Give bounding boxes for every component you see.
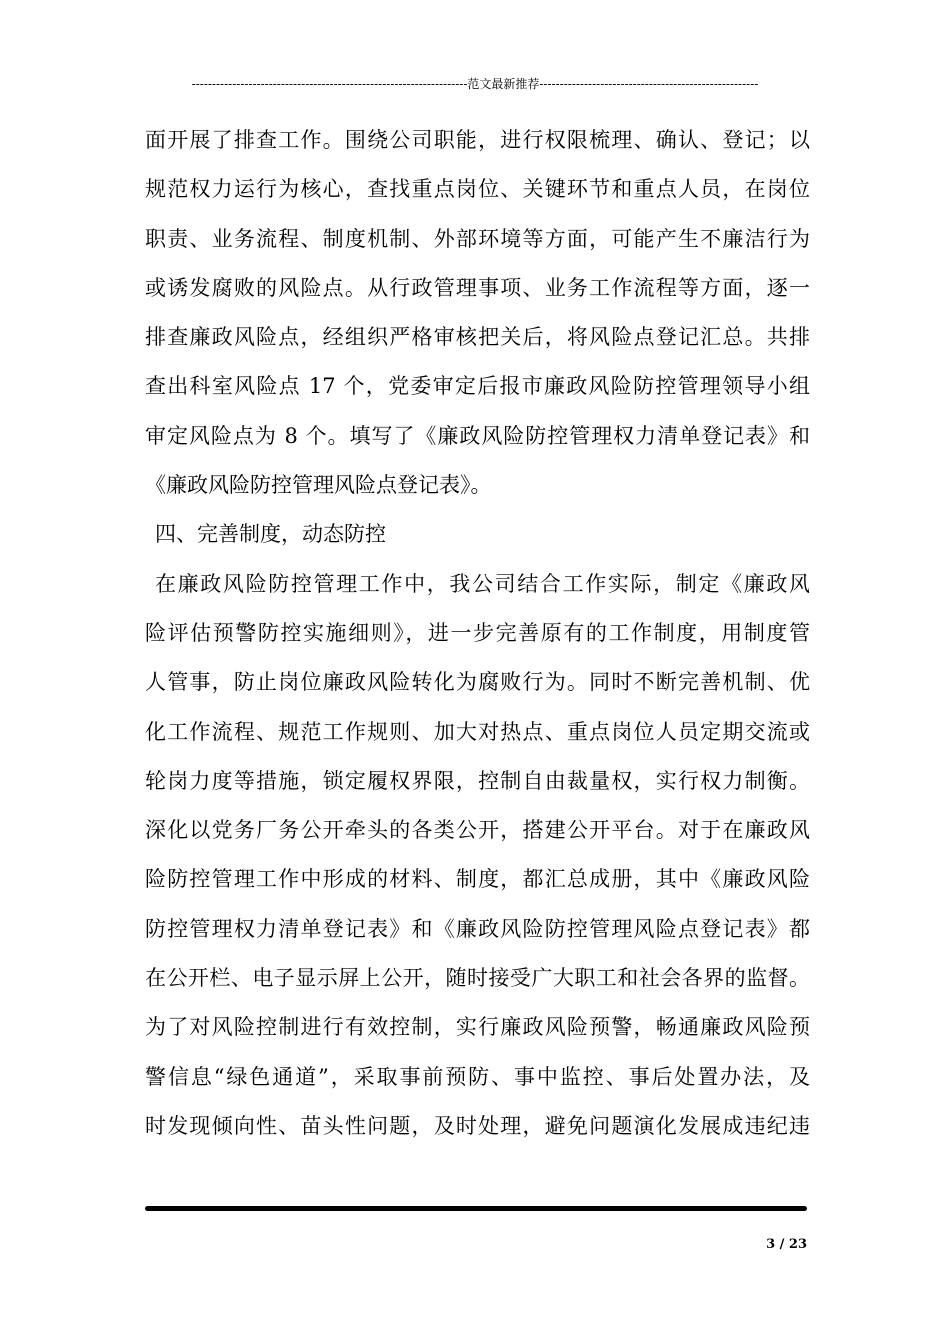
footer-divider [145, 1206, 807, 1211]
document-body [145, 116, 810, 1151]
text-line: 在廉政风险防控管理工作中，我公司结合工作实际，制定《廉政风 [155, 571, 810, 596]
text-line: 轮岗力度等措施，锁定履权界限，控制自由裁量权，实行权力制衡。 [145, 768, 810, 793]
text-line: 或诱发腐败的风险点。从行政管理事项、业务工作流程等方面，逐一 [145, 275, 810, 300]
text-line: 为了对风险控制进行有效控制，实行廉政风险预警，畅通廉政风险预 [145, 1015, 810, 1040]
text-line: 时发现倾向性、苗头性问题，及时处理，避免问题演化发展成违纪违 [145, 1113, 810, 1138]
text-line: 排查廉政风险点，经组织严格审核把关后，将风险点登记汇总。共排 [145, 325, 810, 350]
text-line: 《廉政风险防控管理风险点登记表》。 [145, 473, 492, 498]
text-line: 化工作流程、规范工作规则、加大对热点、重点岗位人员定期交流或 [145, 719, 810, 744]
text-line: 警信息“绿色通道”，采取事前预防、事中监控、事后处置办法，及 [145, 1064, 810, 1089]
text-line: 规范权力运行为核心，查找重点岗位、关键环节和重点人员，在岗位 [145, 177, 810, 202]
text-line: 深化以党务厂务公开牵头的各类公开，搭建公开平台。对于在廉政风 [145, 818, 810, 843]
page-number: 3 / 23 [766, 1237, 807, 1252]
text-line: 险评估预警防控实施细则》，进一步完善原有的工作制度，用制度管 [145, 620, 810, 645]
text-line: 在公开栏、电子显示屏上公开，随时接受广大职工和社会各界的监督。 [145, 966, 810, 991]
section-heading: 四、完善制度，动态防控 [155, 522, 386, 547]
text-line: 险防控管理工作中形成的材料、制度，都汇总成册，其中《廉政风险 [145, 867, 810, 892]
page-header: --------------------------------------------------------------------范文最新推荐------------------------------------------------------ [191, 77, 759, 91]
text-line: 查出科室风险点 17 个，党委审定后报市廉政风险防控管理领导小组 [145, 374, 810, 399]
text-line: 防控管理权力清单登记表》和《廉政风险防控管理风险点登记表》都 [145, 916, 810, 941]
text-line: 人管事，防止岗位廉政风险转化为腐败行为。同时不断完善机制、优 [145, 670, 810, 695]
text-line: 职责、业务流程、制度机制、外部环境等方面，可能产生不廉洁行为 [145, 226, 810, 251]
text-line: 面开展了排查工作。围绕公司职能，进行权限梳理、确认、登记；以 [145, 128, 810, 152]
text-line: 审定风险点为 8 个。填写了《廉政风险防控管理权力清单登记表》和 [145, 423, 810, 448]
